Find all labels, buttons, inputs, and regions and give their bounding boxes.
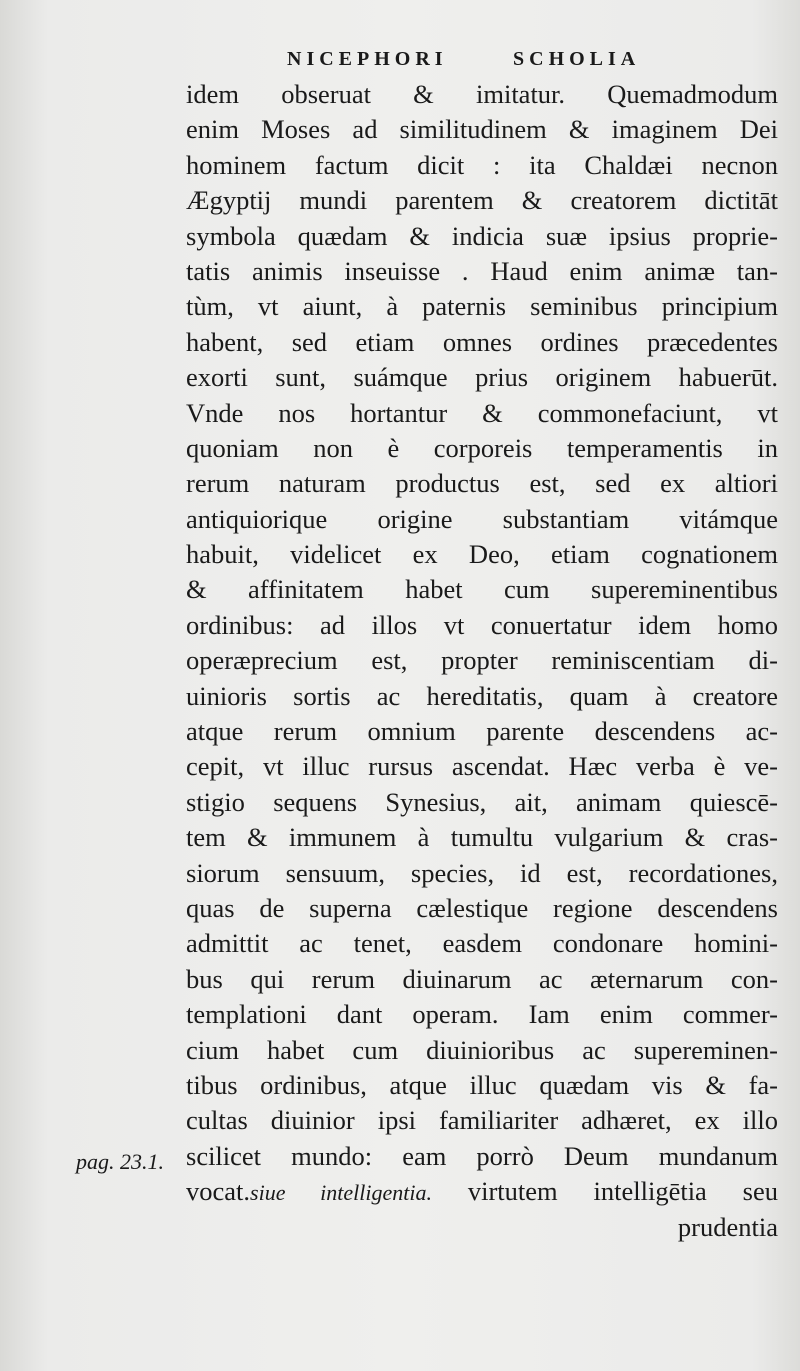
text-line: hominem factum dicit : ita Chaldæi necnon [186,149,778,180]
text-line: Ægyptij mundi parentem & creatorem dictitāt [186,185,778,216]
text-line: rerum naturam productus est, sed ex altiori [186,468,778,499]
text-line: stigio sequens Synesius, ait, animam quiescē- [186,786,778,817]
text-line: ordinibus: ad illos vt conuertatur idem homo [186,609,778,640]
header-left: NICEPHORI [287,48,448,70]
text-line: exorti sunt, suámque prius originem habuerūt. [186,362,778,393]
line32-end: virtutem intelligētia seu [467,1176,778,1207]
text-line: tem & immunem à tumultu vulgarium & cras- [186,822,778,853]
text-line: quoniam non è corporeis temperamentis in [186,432,778,463]
body-text [186,77,778,1245]
text-line: Vnde nos hortantur & commonefaciunt, vt [186,397,778,428]
line32-start: vocat. [186,1176,251,1207]
text-line: antiquiorique origine substantiam vitámque [186,503,778,534]
text-line: quas de superna cælestique regione descendens [186,892,778,923]
text-line: siorum sensuum, species, id est, recordationes, [186,857,778,888]
text-line: enim Moses ad similitudinem & imaginem Dei [186,114,778,145]
text-line: & affinitatem habet cum supereminentibus [186,574,778,605]
text-line: cultas diuinior ipsi familiariter adhæret, ex illo [186,1105,778,1136]
inline-gloss: siue intelligentia. [250,1180,432,1206]
text-line: admittit ac tenet, easdem condonare homini- [186,928,778,959]
text-line: cepit, vt illuc rursus ascendat. Hæc verba è ve- [186,751,778,782]
margin-note: pag. 23.1. [76,1149,164,1174]
text-line: idem obseruat & imitatur. Quemadmodum [186,79,778,109]
text-line: cium habet cum diuinioribus ac supereminen- [186,1034,778,1065]
text-line: operæprecium est, propter reminiscentiam di- [186,645,778,676]
catchword: prudentia [677,1211,778,1242]
text-line: bus qui rerum diuinarum ac æternarum con- [186,963,778,994]
text-line: habent, sed etiam omnes ordines præcedentes [186,326,778,357]
header-right: SCHOLIA [513,48,641,70]
text-line: scilicet mundo: eam porrò Deum mundanum [186,1140,778,1171]
text-line: uinioris sortis ac hereditatis, quam à creatore [186,680,778,711]
text-line: tùm, vt aiunt, à paternis seminibus principium [186,291,778,322]
text-line: habuit, videlicet ex Deo, etiam cognationem [186,539,778,570]
text-line: tatis animis inseuisse . Haud enim animæ tan- [186,255,778,286]
text-line: atque rerum omnium parente descendens ac- [186,716,778,747]
text-line: tibus ordinibus, atque illuc quædam vis & fa- [186,1069,778,1100]
text-line: templationi dant operam. Iam enim commer- [186,999,778,1030]
text-line-with-gloss [186,1174,778,1209]
text-line: symbola quædam & indicia suæ ipsius proprie- [186,220,778,251]
